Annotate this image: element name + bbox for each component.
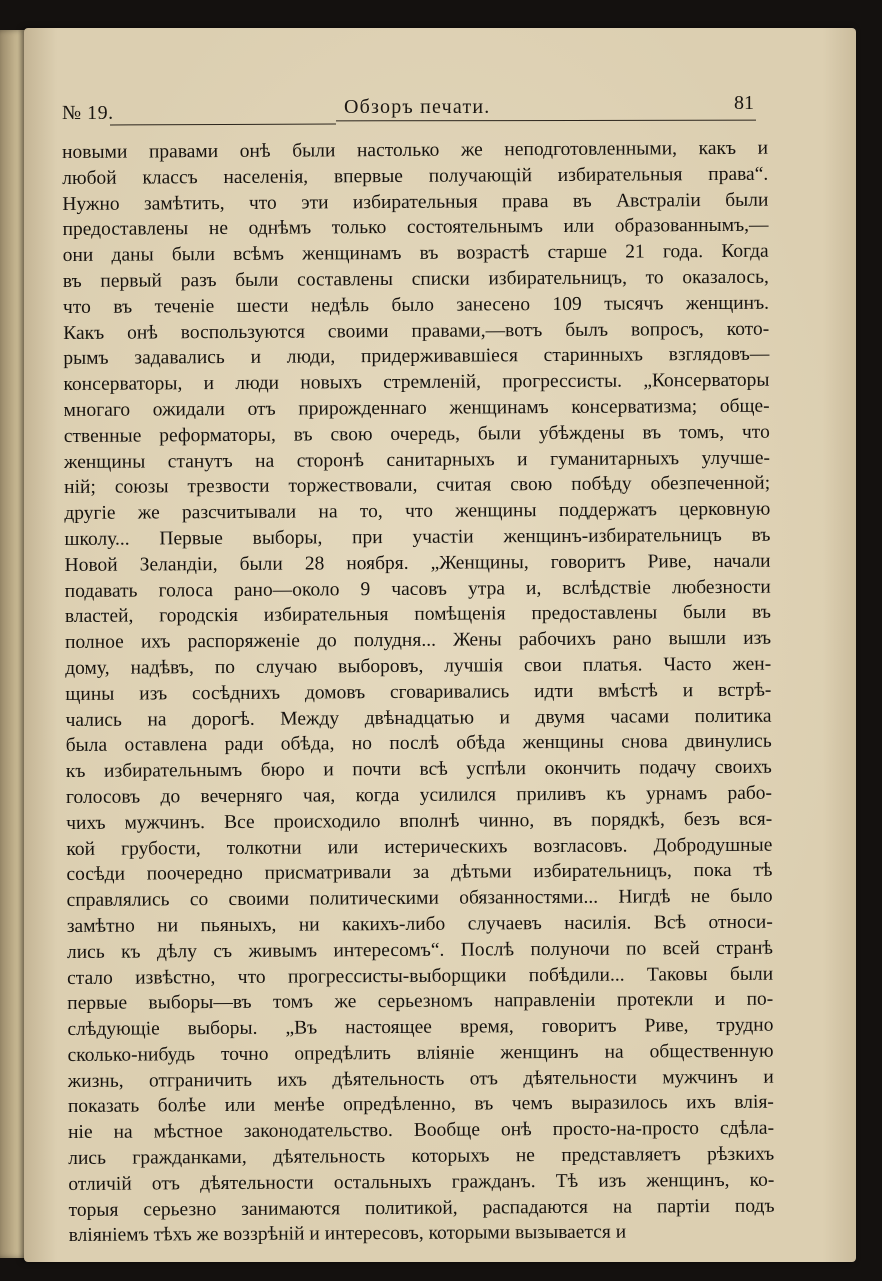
text-line: ственные реформаторы, въ свою очередь, были убѣждены въ томъ, что	[63, 421, 770, 447]
text-line: предоставлены не однѣмъ только состоятельнымъ или образованнымъ,—	[62, 215, 769, 241]
text-line: показать болѣе или менѣе опредѣленно, въ чемъ выразилось ихъ влія-	[67, 1092, 774, 1118]
text-line: голосовъ до вечерняго чая, когда усилился приливъ къ урнамъ рабо-	[65, 782, 773, 808]
text-line: сосѣди поочередно присматривали за дѣтьми избирательницъ, пока тѣ	[66, 859, 773, 886]
text-line: властей, городскія избирательныя помѣщенія предоставлены были въ	[64, 602, 771, 628]
text-line: чихъ мужчинъ. Все происходило вполнѣ чинно, въ порядкѣ, безъ вся-	[66, 808, 773, 834]
text-line: первые выборы—въ томъ же серьезномъ направленіи протекли и по-	[67, 988, 774, 1015]
text-line: ній; союзы трезвости торжествовали, считая свою побѣду обезпеченной;	[64, 473, 771, 499]
text-line: рымъ задавались и люди, придерживавшіеся старинныхъ взглядовъ—	[63, 344, 770, 370]
text-line: щины изъ сосѣднихъ домовъ сговаривались идти вмѣстѣ и встрѣ-	[65, 679, 772, 705]
text-line: стало извѣстно, что прогрессисты-выборщики побѣдили... Таковы были	[67, 963, 774, 989]
text-line: слѣдующіе выборы. „Въ настоящее время, говоритъ Риве, трудно	[67, 1014, 774, 1041]
text-line: школу... Первые выборы, при участіи женщинъ-избирательницъ въ	[64, 524, 771, 550]
text-line: ніе на мѣстное законодательство. Вообще онѣ просто-на-просто сдѣла-	[68, 1117, 775, 1144]
text-line: дому, надѣвъ, по случаю выборовъ, лучшія свои платья. Часто жен-	[65, 653, 772, 679]
text-line: отличій отъ дѣятельности остальныхъ гражданъ. Тѣ изъ женщинъ, ко-	[68, 1169, 775, 1195]
issue-number: № 19.	[62, 102, 114, 124]
text-line: жизнь, отграничить ихъ дѣятельность отъ дѣятельности мужчинъ и	[67, 1066, 774, 1092]
text-line: любой классъ населенія, впервые получающій избирательныя права“.	[62, 163, 769, 189]
page-number: 81	[734, 92, 754, 114]
text-line: новыми правами онѣ были настолько же неподготовленными, какъ и	[62, 137, 769, 163]
text-line: они даны были всѣмъ женщинамъ въ возрастѣ старше 21 года. Когда	[62, 240, 769, 267]
text-line: замѣтно ни пьяныхъ, ни какихъ-либо случаевъ насилія. Всѣ относи-	[66, 911, 773, 937]
text-line: сколько-нибудь точно опредѣлить вліяніе женщинъ на общественную	[67, 1040, 774, 1066]
text-line: что въ теченіе шести недѣль было занесено 109 тысячъ женщинъ.	[62, 292, 770, 318]
text-line: кой грубости, толкотни или истерическихъ возгласовъ. Добродушные	[66, 834, 773, 860]
text-line: лись къ дѣлу съ живымъ интересомъ“. Послѣ полуночи по всей странѣ	[66, 937, 774, 963]
text-line: торыя серьезно занимаются политикой, распадаются на партіи подъ	[68, 1195, 775, 1221]
text-line: лись гражданками, дѣятельность которыхъ не представляетъ рѣзкихъ	[68, 1143, 775, 1170]
text-line: въ первый разъ были составлены списки избирательницъ, то оказалось,	[62, 266, 769, 292]
text-line: полное ихъ распоряженіе до полудня... Жены рабочихъ рано вышли изъ	[65, 627, 772, 654]
text-line: чались на дорогѣ. Между двѣнадцатью и двумя часами политика	[65, 705, 772, 731]
text-line: консерваторы, и люди новыхъ стремленій, прогрессисты. „Консерваторы	[63, 369, 770, 396]
text-line: къ избирательнымъ бюро и почти всѣ успѣли окончить подачу своихъ	[65, 756, 772, 783]
text-line: многаго ожидали отъ прирожденнаго женщинамъ консерватизма; обще-	[63, 395, 770, 421]
text-line: другіе же разсчитывали на то, что женщины поддержатъ церковную	[64, 498, 771, 525]
text-line: Нужно замѣтить, что эти избирательныя права въ Австраліи были	[62, 189, 769, 215]
body-text	[62, 136, 775, 1250]
text-line: подавать голоса рано—около 9 часовъ утра и, вслѣдствіе любезности	[64, 576, 771, 602]
running-title: Обзоръ печати.	[344, 96, 491, 118]
text-line: вліяніемъ тѣхъ же воззрѣній и интересовъ, которыми вызывается и	[68, 1222, 627, 1247]
text-line: женщины станутъ на сторонѣ санитарныхъ и гуманитарныхъ улучше-	[63, 447, 771, 473]
text-line: Новой Зеландіи, были 28 ноября. „Женщины, говоритъ Риве, начали	[64, 550, 771, 576]
text-line: Какъ онѣ воспользуются своими правами,—вотъ былъ вопросъ, кото-	[63, 318, 770, 344]
text-line: была оставлена ради обѣда, но послѣ обѣда женщины снова двинулись	[65, 731, 772, 757]
text-line: справлялись со своими политическими обязанностями... Нигдѣ не было	[66, 885, 773, 912]
